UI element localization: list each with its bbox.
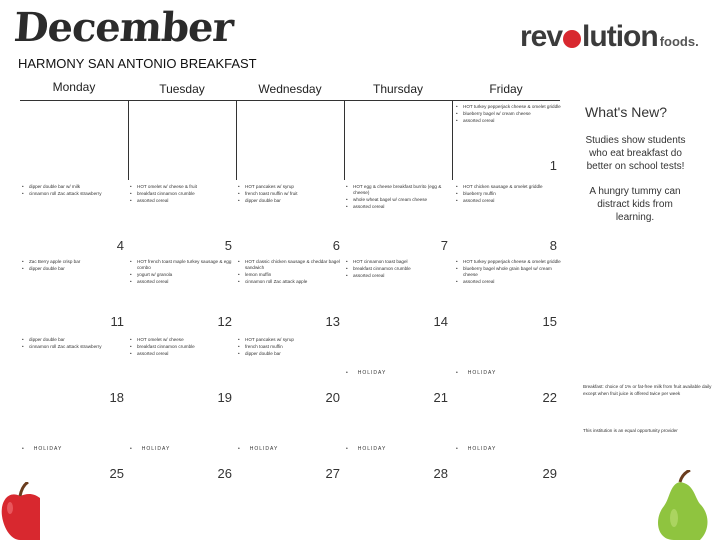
revolution-foods-logo (520, 20, 699, 53)
menu-item: • whole wheat bagel w/ cream cheese (346, 197, 452, 203)
menu-item: • french toast muffin (238, 344, 344, 350)
menu-cell-tue-week3 (130, 259, 236, 286)
logo-text-rest: lution (582, 20, 658, 53)
grid-line (344, 100, 345, 180)
menu-item: • HOT turkey pepperjack cheese & omelet griddle (456, 104, 562, 110)
date-number: 7 (440, 238, 448, 253)
menu-cell-mon-week3 (22, 259, 128, 273)
whats-new-text-1: Studies show students who eat breakfast do better on school tests! (585, 135, 686, 172)
menu-item: • french toast muffin w/ fruit (238, 191, 344, 197)
holiday-label: • HOLIDAY (456, 370, 496, 376)
menu-item: • breakfast cinnamon crumble (130, 344, 236, 350)
pear-decoration-icon (640, 470, 710, 540)
whats-new-text-2: A hungry tummy can distract kids from learning. (589, 186, 681, 223)
day-header-tuesday: Tuesday (159, 82, 205, 96)
menu-item: • HOT omelet w/ cheese (130, 337, 236, 343)
menu-item: • dipper double bar (22, 266, 128, 272)
menu-item: • blueberry muffin (456, 191, 562, 197)
menu-cell-thu-week3 (346, 259, 452, 280)
menu-item: • assorted cereal (456, 198, 562, 204)
menu-item: • Zac Berry apple crisp bar (22, 259, 128, 265)
menu-item: • breakfast cinnamon crumble (346, 266, 452, 272)
menu-item: • HOT omelet w/ cheese & fruit (130, 184, 236, 190)
date-number: 5 (224, 238, 232, 253)
day-header-friday: Friday (489, 82, 523, 96)
menu-item: • HOT turkey pepperjack cheese & omelet griddle (456, 259, 562, 265)
menu-item: • lemon muffin (238, 272, 344, 278)
day-header-wednesday: Wednesday (258, 82, 322, 96)
menu-cell-fri-week2 (456, 184, 562, 205)
date-number: 29 (542, 466, 557, 481)
logo-text-main: rev (520, 20, 563, 53)
date-number: 18 (109, 390, 124, 405)
menu-item: • cinnamon roll Zac attack strawberry (22, 344, 128, 350)
menu-item: • HOT cinnamon toast bagel (346, 259, 452, 265)
menu-item: • HOT french toast maple turkey sausage & egg combo (130, 259, 236, 271)
menu-subtitle: HARMONY SAN ANTONIO BREAKFAST (18, 56, 257, 71)
holiday-label: • HOLIDAY (238, 446, 278, 452)
menu-cell-wed-week3 (238, 259, 344, 286)
menu-item: • HOT pancakes w/ syrup (238, 184, 344, 190)
menu-item: • breakfast cinnamon crumble (130, 191, 236, 197)
holiday-label: • HOLIDAY (346, 446, 386, 452)
menu-cell-mon-week4 (22, 337, 128, 351)
date-number: 1 (549, 158, 557, 173)
menu-item: • blueberry bagel w/ cream cheese (456, 111, 562, 117)
date-number: 8 (549, 238, 557, 253)
date-number: 21 (433, 390, 448, 405)
logo-suffix: foods. (659, 34, 699, 49)
menu-item: • HOT pancakes w/ syrup (238, 337, 344, 343)
menu-item: • assorted cereal (456, 279, 562, 285)
holiday-label: • HOLIDAY (456, 446, 496, 452)
menu-item: • dipper double bar (238, 351, 344, 357)
date-number: 6 (332, 238, 340, 253)
holiday-label: • HOLIDAY (22, 446, 62, 452)
menu-cell-fri-week1 (456, 104, 562, 125)
holiday-label: • HOLIDAY (130, 446, 170, 452)
menu-item: • assorted cereal (130, 279, 236, 285)
menu-cell-fri-week3 (456, 259, 562, 286)
menu-item: • assorted cereal (346, 204, 452, 210)
menu-item: • HOT egg & cheese breakfast burrito (egg & cheese) (346, 184, 452, 196)
menu-item: • dipper double bar w/ milk (22, 184, 128, 190)
date-number: 11 (110, 314, 124, 329)
menu-item: • HOT chicken sausage & omelet griddle (456, 184, 562, 190)
menu-item: • yogurt w/ granola (130, 272, 236, 278)
menu-item: • blueberry bagel whole grain bagel w/ cream cheese (456, 266, 562, 278)
menu-item: • assorted cereal (130, 351, 236, 357)
menu-cell-thu-week2 (346, 184, 452, 211)
menu-item: • cinnamon roll Zac attack apple (238, 279, 344, 285)
date-number: 13 (325, 314, 340, 329)
date-number: 12 (217, 314, 232, 329)
menu-cell-tue-week2 (130, 184, 236, 205)
date-number: 15 (542, 314, 557, 329)
month-title: December (12, 4, 235, 51)
menu-item: • HOT classic chicken sausage & cheddar bagel sandwich (238, 259, 344, 271)
holiday-label: • HOLIDAY (346, 370, 386, 376)
date-number: 28 (433, 466, 448, 481)
whats-new-title: What's New? (585, 104, 668, 120)
grid-line (20, 100, 560, 101)
menu-cell-wed-week2 (238, 184, 344, 205)
date-number: 22 (542, 390, 557, 405)
menu-cell-mon-week2 (22, 184, 128, 198)
menu-cell-tue-week4 (130, 337, 236, 358)
date-number: 19 (217, 390, 232, 405)
grid-line (236, 100, 237, 180)
date-number: 26 (217, 466, 232, 481)
date-number: 20 (325, 390, 340, 405)
grid-line (452, 100, 453, 180)
grid-line (128, 100, 129, 180)
menu-item: • dipper double bar (238, 198, 344, 204)
menu-item: • dipper double bar (22, 337, 128, 343)
menu-item: • assorted cereal (346, 273, 452, 279)
menu-cell-wed-week4 (238, 337, 344, 358)
apple-icon (563, 30, 581, 48)
equal-opportunity-note: This institution is an equal opportunity provider (583, 428, 678, 433)
date-number: 14 (433, 314, 448, 329)
menu-item: • assorted cereal (456, 118, 562, 124)
apple-decoration-icon (0, 482, 40, 540)
day-header-thursday: Thursday (372, 82, 424, 96)
menu-item: • assorted cereal (130, 198, 236, 204)
menu-item: • cinnamon roll Zac attack strawberry (22, 191, 128, 197)
date-number: 27 (325, 466, 340, 481)
date-number: 25 (109, 466, 124, 481)
breakfast-milk-note: Breakfast: choice of 1% or fat-free milk from fruit available daily except when fruit juice is offered twice per week (583, 384, 712, 396)
day-header-monday: Monday (52, 80, 96, 94)
date-number: 4 (116, 238, 124, 253)
